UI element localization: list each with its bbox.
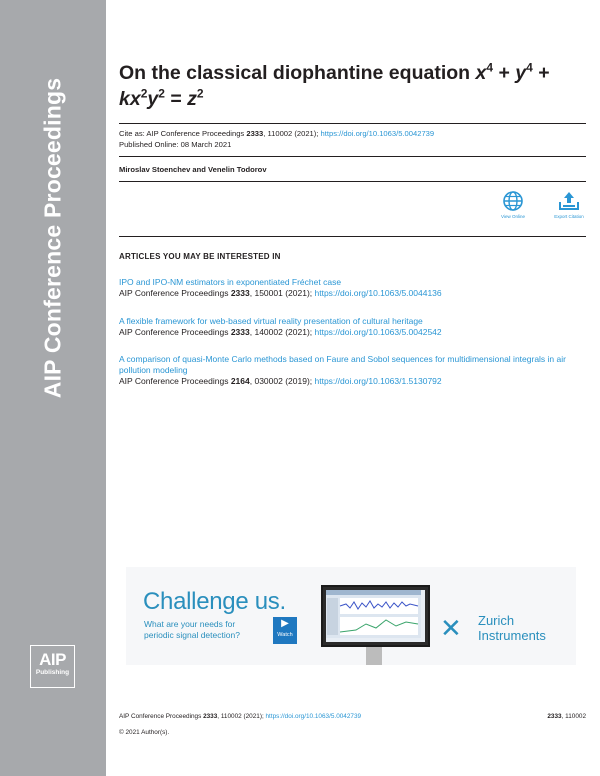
related-article (119, 316, 574, 338)
cite-prefix: Cite as: AIP Conference Proceedings (119, 129, 247, 138)
journal-name: AIP Conference Proceedings (39, 77, 66, 399)
footer-page-reference: 2333, 110002 (547, 713, 586, 720)
divider (119, 123, 586, 124)
authors: Miroslav Stoenchev and Venelin Todorov (119, 165, 267, 174)
signal-plot-graphic (326, 590, 421, 638)
zurich-instruments-logo-icon: ✕ (440, 613, 462, 643)
view-online-button[interactable] (493, 190, 533, 219)
export-citation-label: Export Citation (554, 214, 584, 219)
play-icon: ▶ (281, 618, 289, 629)
view-online-label: View Online (501, 214, 525, 219)
related-article (119, 277, 574, 299)
related-article-citation: AIP Conference Proceedings 2333, 140002 (2021); https://doi.org/10.1063/5.0042542 (119, 327, 442, 337)
divider (119, 181, 586, 182)
watch-label: Watch (277, 632, 293, 638)
cite-rest: , 110002 (2021); (263, 129, 321, 138)
logo-text-publishing: Publishing (35, 669, 70, 676)
related-article-doi-link[interactable]: https://doi.org/10.1063/1.5130792 (314, 376, 442, 386)
monitor-screen (326, 590, 425, 642)
journal-sidebar (0, 0, 106, 776)
citation-block (119, 129, 434, 150)
ad-subline: What are your needs for periodic signal detection? (144, 619, 240, 640)
ad-headline: Challenge us. (143, 588, 286, 615)
related-articles-heading: ARTICLES YOU MAY BE INTERESTED IN (119, 252, 281, 261)
export-citation-button[interactable] (549, 190, 589, 219)
monitor-image (321, 585, 430, 647)
related-article-citation: AIP Conference Proceedings 2164, 030002 (2019); https://doi.org/10.1063/1.5130792 (119, 376, 442, 386)
monitor-stand (366, 647, 382, 665)
related-article-title[interactable]: A comparison of quasi-Monte Carlo methods based on Faure and Sobol sequences for multidimensional integrals in air pollution modeling (119, 354, 566, 375)
related-article-title[interactable]: A flexible framework for web-based virtual reality presentation of cultural heritage (119, 316, 423, 326)
divider (119, 156, 586, 157)
cite-volume: 2333 (246, 129, 264, 138)
published-date: Published Online: 08 March 2021 (119, 139, 232, 149)
article-doi-link[interactable]: https://doi.org/10.1063/5.0042739 (320, 129, 435, 138)
divider (119, 236, 586, 237)
watch-button[interactable] (273, 617, 297, 644)
related-article-doi-link[interactable]: https://doi.org/10.1063/5.0044136 (314, 288, 442, 298)
footer-citation: AIP Conference Proceedings 2333, 110002 (2021); https://doi.org/10.1063/5.0042739 (119, 713, 362, 720)
export-icon (557, 190, 581, 212)
globe-icon (502, 190, 524, 212)
zurich-instruments-brand: Zurich Instruments (478, 613, 546, 643)
related-article-title[interactable]: IPO and IPO-NM estimators in exponentiated Fréchet case (119, 277, 342, 287)
aip-publishing-logo[interactable] (30, 645, 75, 688)
advertisement-banner[interactable] (126, 567, 576, 665)
related-article (119, 354, 574, 387)
copyright: © 2021 Author(s). (119, 729, 170, 736)
article-title: On the classical diophantine equation $x^4 + y^4 + kx^2y^2 = z^2$ (119, 60, 550, 110)
related-article-citation: AIP Conference Proceedings 2333, 150001 (2021); https://doi.org/10.1063/5.0044136 (119, 288, 442, 298)
logo-text-aip: AIP (39, 650, 66, 669)
related-article-doi-link[interactable]: https://doi.org/10.1063/5.0042542 (314, 327, 442, 337)
footer-doi-link[interactable]: https://doi.org/10.1063/5.0042739 (265, 713, 362, 720)
